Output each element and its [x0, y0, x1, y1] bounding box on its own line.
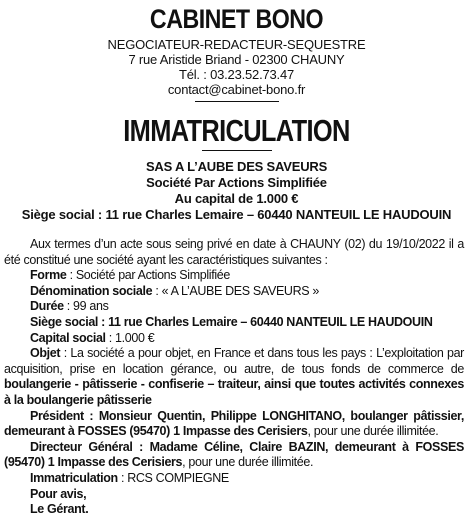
siege-value: 11 rue Charles Lemaire – 60440 NANTEUIL LE HAUDOUIN [108, 314, 433, 329]
denomination-label: Dénomination sociale [30, 283, 153, 298]
notice-title: IMMATRICULATION [123, 113, 350, 148]
dg-term: , pour une durée illimitée. [182, 455, 314, 470]
intro-paragraph: Aux termes d’un acte sous seing privé en date à CHAUNY (02) du 19/10/2022 il a été constitué une société ayant les caractéristiques suivantes : [4, 237, 464, 267]
objet-label: Objet [30, 346, 61, 361]
dg-separator: : [132, 439, 150, 454]
president-label: Président [30, 408, 84, 423]
siege-line [4, 315, 464, 331]
company-name: SAS A L’AUBE DES SAVEURS [145, 159, 328, 174]
duree-line [4, 299, 464, 315]
capital-value: : 1.000 € [105, 330, 155, 345]
company-seat: Siège social : 11 rue Charles Lemaire – 60440 NANTEUIL LE HAUDOUIN [21, 207, 452, 222]
firm-name: CABINET BONO [149, 4, 324, 34]
siege-separator: : [98, 314, 109, 329]
notice-body [0, 237, 473, 518]
denomination-value: : « A L’AUBE DES SAVEURS » [152, 283, 319, 298]
firm-address: 7 rue Aristide Briand - 02300 CHAUNY [128, 52, 345, 67]
immatriculation-value: : RCS COMPIEGNE [117, 470, 229, 485]
closing-for-notice: Pour avis, [30, 486, 87, 501]
president-term: , pour une durée illimitée. [307, 424, 439, 439]
immatriculation-label: Immatriculation [30, 470, 118, 485]
capital-label: Capital social [30, 330, 106, 345]
firm-role: NEGOCIATEUR-REDACTEUR-SEQUESTRE [107, 37, 366, 52]
dg-paragraph [4, 440, 464, 471]
dg-identity: Madame Céline, Claire BAZIN, demeurant à FOSSES (95470) 1 Impasse des Cerisiers [4, 439, 465, 470]
president-paragraph [4, 409, 464, 440]
firm-phone: Tél. : 03.23.52.73.47 [178, 67, 295, 82]
firm-email: contact@cabinet-bono.fr [167, 82, 306, 97]
duree-label: Durée [30, 299, 64, 314]
objet-activities: boulangerie - pâtisserie - confiserie – traiteur, ainsi que toutes activités connexes à la boulangerie pâtisserie [4, 377, 464, 407]
president-separator: : [83, 408, 99, 423]
company-type: Société Par Actions Simplifiée [146, 175, 327, 190]
immatriculation-line [4, 471, 464, 487]
objet-value: : La société a pour objet, en France et dans tous les pays : L’exploitation par acquisition, prise en location gérance, ou autre, de tous fonds de commerce de [4, 346, 464, 376]
header-divider [195, 101, 279, 102]
denomination-line [4, 284, 464, 300]
capital-line [4, 331, 464, 347]
president-identity: Monsieur Quentin, Philippe LONGHITANO, boulanger pâtissier, demeurant à FOSSES (95470) 1 Impasse des Cerisiers [4, 408, 464, 439]
title-divider [202, 150, 272, 151]
forme-line [4, 268, 464, 284]
forme-value: : Société par Actions Simplifiée [66, 268, 230, 283]
duree-value: : 99 ans [63, 299, 109, 314]
company-capital: Au capital de 1.000 € [174, 191, 299, 206]
forme-label: Forme [30, 268, 67, 283]
siege-label: Siège social [30, 314, 99, 329]
closing-signatory: Le Gérant. [30, 502, 89, 517]
objet-paragraph [4, 346, 464, 408]
dg-label: Directeur Général [30, 439, 133, 454]
